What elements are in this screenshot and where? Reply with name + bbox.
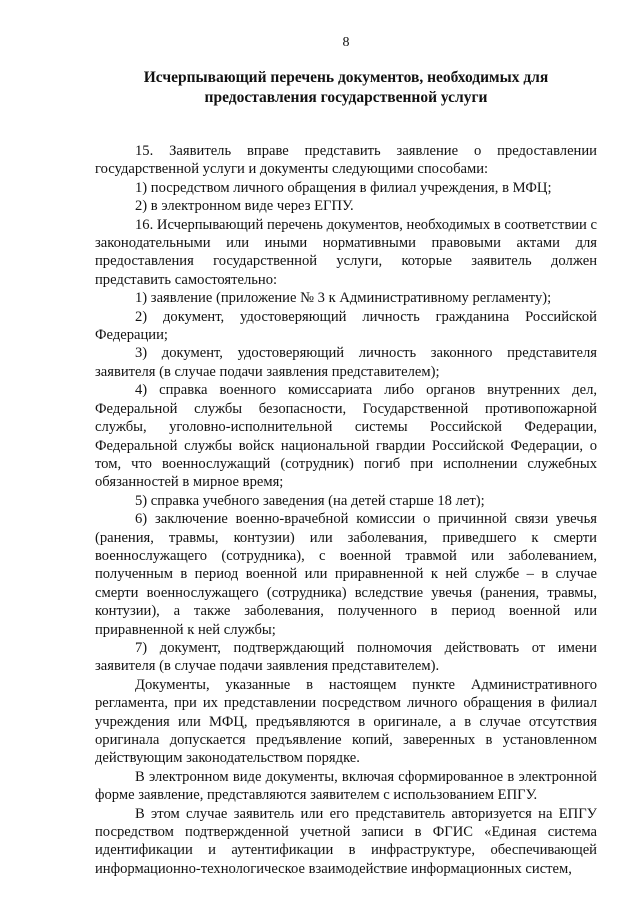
body-text [95,142,597,878]
paragraph-15: 15. Заявитель вправе представить заявление о предоставлении государственной услуги и документы следующими способами: [95,143,597,178]
page-number: 8 [342,35,350,50]
paragraph-16: 16. Исчерпывающий перечень документов, необходимых в соответствии с законодательными или иными нормативными правовыми актами для предоставления государственной услуги, которые заявитель должен представить самостоятельно: [95,216,597,288]
list-item-education-certificate: 5) справка учебного заведения (на детей старше 18 лет); [135,492,485,509]
section-title-line-2: предоставления государственной услуги [204,89,488,106]
paragraph-electronic-submission: В электронном виде документы, включая сформированное в электронной форме заявление, представляются заявителем с использованием ЕПГУ. [95,768,597,804]
list-item-medical-commission: 6) заключение военно-врачебной комиссии о причинной связи увечья (ранения, травмы, контузии) или заболевания, приведшего к смерти военнослужащего (сотрудника), с военной травмой или заболеванием, полученным в период военной или приравненной к ней службе – в случае смерти военнослужащего (сотрудника) вследствие увечья (ранения, травмы, контузии), а также заболевания, полученного в период военной или приравненной к ней службы; [95,511,597,638]
list-item-representative-id: 3) документ, удостоверяющий личность законного представителя заявителя (в случае подачи заявления представителем); [95,345,597,380]
paragraph-documents-originals: Документы, указанные в настоящем пункте Административного регламента, при их представлении посредством личного обращения в филиал учреждения или МФЦ, предъявляются в оригинале, а в случае отсутствия оригинала допускается предъявление копий, заверенных в установленном действующим законодательством порядке. [95,676,597,767]
document-page [95,34,597,878]
list-item-military-certificate: 4) справка военного комиссариата либо органов внутренних дел, Федеральной службы безопасности, Государственной противопожарной службы, уголовно-исполнительной системы Российской Федерации, Федеральной службы войск национальной гвардии Российской Федерации, о том, что военнослужащий (сотрудник) погиб при исполнении служебных обязанностей в мирное время; [95,382,597,491]
paragraph-authorization: В этом случае заявитель или его представитель авторизуется на ЕПГУ посредством подтвержденной учетной записи в ФГИС «Единая система идентификации и аутентификации в инфраструктуре, обеспечивающей информационно-технологическое взаимодействие информационных систем, [95,805,597,877]
list-item-electronic: 2) в электронном виде через ЕГПУ. [135,198,354,215]
list-item-personal-visit: 1) посредством личного обращения в филиал учреждения, в МФЦ; [135,179,552,196]
section-title [95,68,597,108]
list-item-application: 1) заявление (приложение № 3 к Административному регламенту); [135,290,552,307]
list-item-citizen-id: 2) документ, удостоверяющий личность гражданина Российской Федерации; [95,308,597,344]
section-title-line-1: Исчерпывающий перечень документов, необходимых для [143,69,549,86]
list-item-authority-document: 7) документ, подтверждающий полномочия действовать от имени заявителя (в случае подачи заявления представителем). [95,639,597,675]
